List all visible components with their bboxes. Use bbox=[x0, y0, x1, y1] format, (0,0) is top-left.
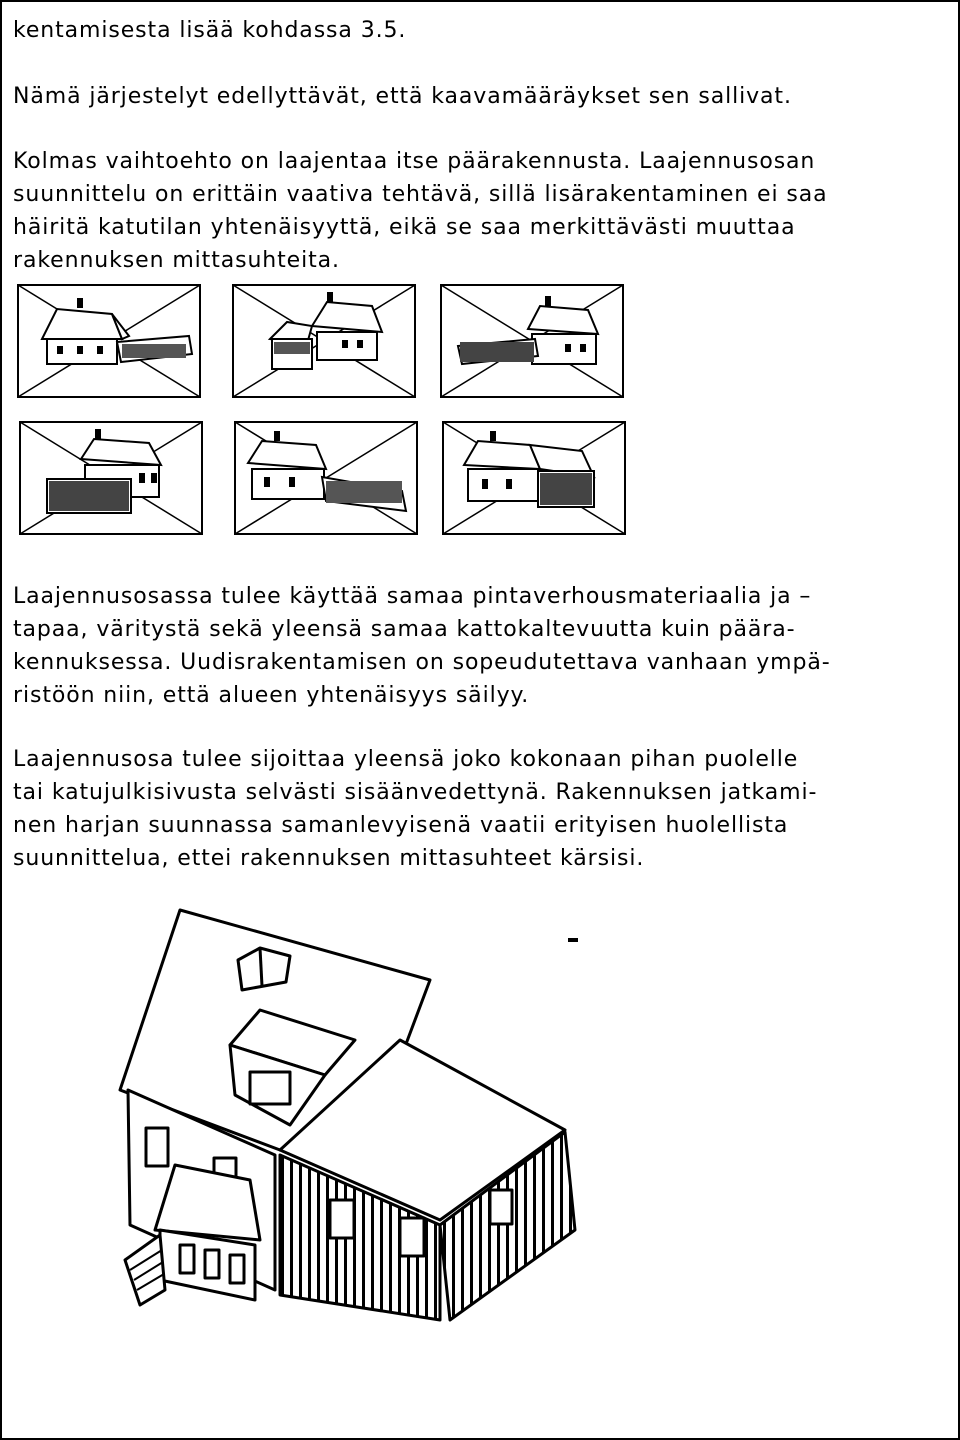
text-line: Laajennusosa tulee sijoittaa yleensä joko kokonaan pihan puolelle bbox=[13, 747, 799, 772]
extension-option-4-figure bbox=[19, 421, 203, 535]
text-line: suunnittelua, ettei rakennuksen mittasuhteet kärsisi. bbox=[13, 846, 645, 871]
extension-option-1-figure bbox=[17, 284, 201, 398]
paragraph-placement bbox=[13, 743, 817, 875]
extension-option-3-figure bbox=[440, 284, 624, 398]
paragraph-intro bbox=[13, 14, 406, 47]
text-line: rakennuksen mittasuhteita. bbox=[13, 248, 340, 273]
text-line: tai katujulkisivusta selvästi sisäänvedettynä. Rakennuksen jatkami- bbox=[13, 780, 818, 805]
text-line: kentamisesta lisää kohdassa 3.5. bbox=[13, 18, 407, 43]
text-line: nen harjan suunnassa samanlevyisenä vaatii erityisen huolellista bbox=[13, 813, 789, 838]
text-line: häiritä katutilan yhtenäisyyttä, eikä se saa merkittävästi muuttaa bbox=[13, 215, 796, 240]
extension-option-5-figure bbox=[234, 421, 418, 535]
text-line: Nämä järjestelyt edellyttävät, että kaavamääräykset sen sallivat. bbox=[13, 84, 792, 109]
paragraph-third-option bbox=[13, 145, 828, 277]
paragraph-materials bbox=[13, 580, 831, 712]
text-line: kennuksessa. Uudisrakentamisen on sopeudutettava vanhaan ympä- bbox=[13, 650, 831, 675]
paragraph-zoning bbox=[13, 80, 792, 113]
text-line: suunnittelu on erittäin vaativa tehtävä, sillä lisärakentaminen ei saa bbox=[13, 182, 828, 207]
text-line: Laajennusosassa tulee käyttää samaa pintaverhousmateriaalia ja – bbox=[13, 584, 812, 609]
extension-option-2-figure bbox=[232, 284, 416, 398]
extension-option-6-figure bbox=[442, 421, 626, 535]
text-line: tapaa, väritystä sekä yleensä samaa kattokaltevuutta kuin päära- bbox=[13, 617, 796, 642]
text-line: Kolmas vaihtoehto on laajentaa itse päärakennusta. Laajennusosan bbox=[13, 149, 816, 174]
house-extension-illustration bbox=[110, 900, 590, 1320]
text-line: ristöön niin, että alueen yhtenäisyys säilyy. bbox=[13, 683, 530, 708]
